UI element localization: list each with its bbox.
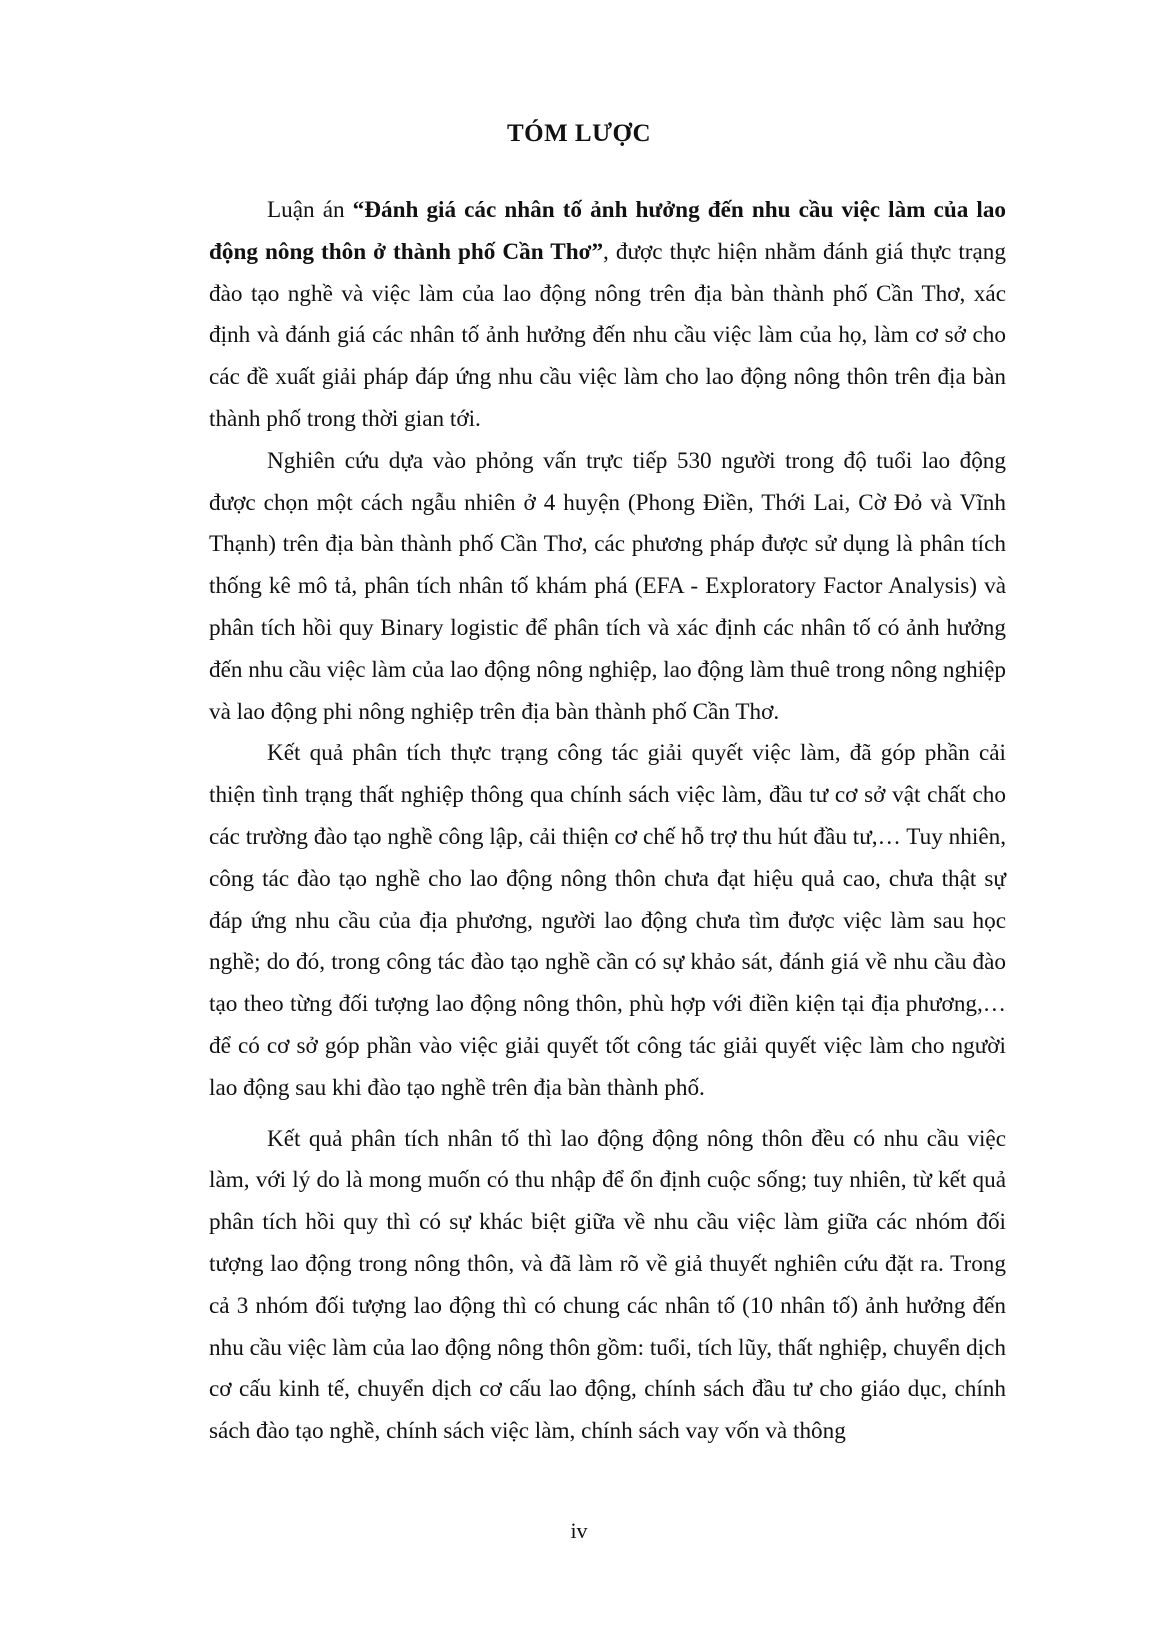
paragraph-1 xyxy=(209,190,1006,441)
page-number: iv xyxy=(570,1518,588,1543)
paragraph-1-intro: Luận án xyxy=(267,197,353,223)
paragraph-2: Nghiên cứu dựa vào phỏng vấn trực tiếp 530 người trong độ tuổi lao động được chọn một cách ngẫu nhiên ở 4 huyện (Phong Điền, Thới Lai, Cờ Đỏ và Vĩnh Thạnh) trên địa bàn thành phố Cần Thơ, các phương pháp được sử dụng là phân tích thống kê mô tả, phân tích nhân tố khám phá (EFA - Exploratory Factor Analysis) và phân tích hồi quy Binary logistic để phân tích và xác định các nhân tố có ảnh hưởng đến nhu cầu việc làm của lao động nông nghiệp, lao động làm thuê trong nông nghiệp và lao động phi nông nghiệp trên địa bàn thành phố Cần Thơ. xyxy=(209,447,1006,725)
paragraph-4: Kết quả phân tích nhân tố thì lao động động nông thôn đều có nhu cầu việc làm, với lý do là mong muốn có thu nhập để ổn định cuộc sống; tuy nhiên, từ kết quả phân tích hồi quy thì có sự khác biệt giữa về nhu cầu việc làm giữa các nhóm đối tượng lao động trong nông thôn, và đã làm rõ về giả thuyết nghiên cứu đặt ra. Trong cả 3 nhóm đối tượng lao động thì có chung các nhân tố (10 nhân tố) ảnh hưởng đến nhu cầu việc làm của lao động nông thôn gồm: tuổi, tích lũy, thất nghiệp, chuyển dịch cơ cấu kinh tế, chuyển dịch cơ cấu lao động, chính sách đầu tư cho giáo dục, chính sách đào tạo nghề, chính sách việc làm, chính sách vay vốn và thông xyxy=(209,1125,1006,1445)
page-title: TÓM LƯỢC xyxy=(506,120,652,147)
document-body xyxy=(209,190,1006,1453)
paragraph-3: Kết quả phân tích thực trạng công tác giải quyết việc làm, đã góp phần cải thiện tình trạng thất nghiệp thông qua chính sách việc làm, đầu tư cơ sở vật chất cho các trường đào tạo nghề công lập, cải thiện cơ chế hỗ trợ thu hút đầu tư,… Tuy nhiên, công tác đào tạo nghề cho lao động nông thôn chưa đạt hiệu quả cao, chưa thật sự đáp ứng nhu cầu của địa phương, người lao động chưa tìm được việc làm sau học nghề; do đó, trong công tác đào tạo nghề cần có sự khảo sát, đánh giá về nhu cầu đào tạo theo từng đối tượng lao động nông thôn, phù hợp với điền kiện tại địa phương,… để có cơ sở góp phần vào việc giải quyết tốt công tác giải quyết việc làm cho người lao động sau khi đào tạo nghề trên địa bàn thành phố. xyxy=(209,740,1006,1101)
paragraph-1-rest: , được thực hiện nhằm đánh giá thực trạng đào tạo nghề và việc làm của lao động nông trên địa bàn thành phố Cần Thơ, xác định và đánh giá các nhân tố ảnh hưởng đến nhu cầu việc làm của họ, làm cơ sở cho các đề xuất giải pháp đáp ứng nhu cầu việc làm cho lao động nông thôn trên địa bàn thành phố trong thời gian tới. xyxy=(209,238,1006,432)
thesis-title-bold: “Đánh giá các nhân tố ảnh hưởng đến nhu cầu việc làm của lao động nông thôn ở thành phố Cần Thơ” xyxy=(209,197,1007,265)
